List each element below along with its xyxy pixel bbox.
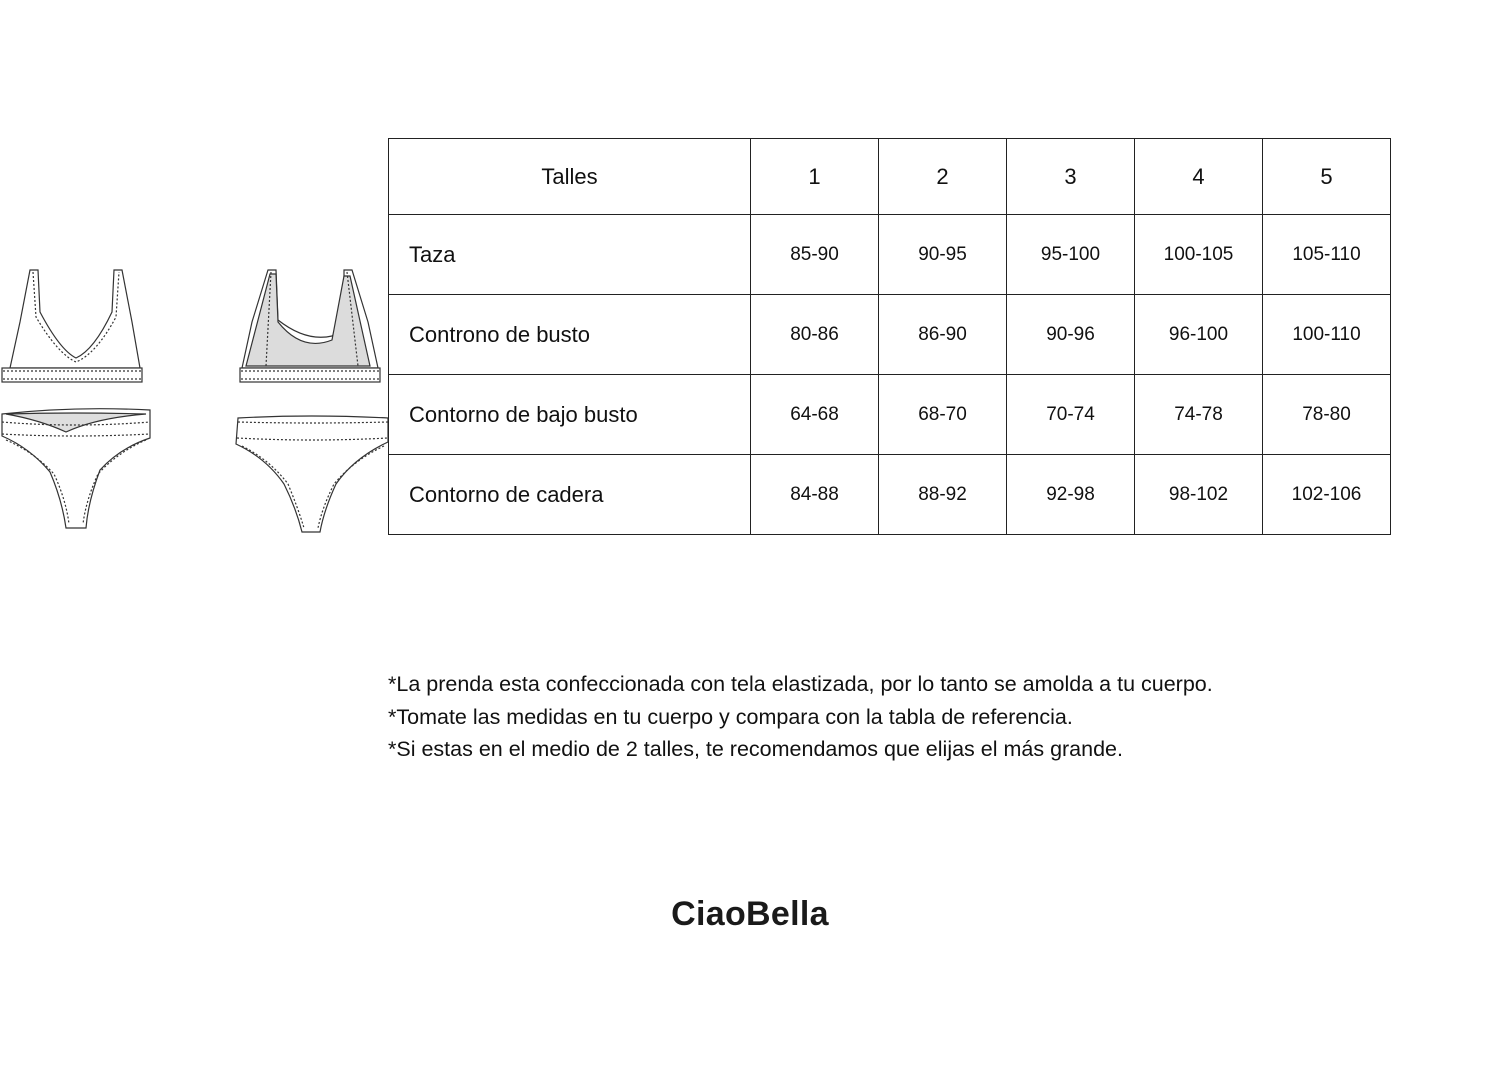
bikini-back-illustration [232, 262, 392, 537]
brand-logo: CiaoBella [671, 895, 829, 933]
size-header-5: 5 [1263, 139, 1391, 215]
size-notes [388, 668, 1213, 766]
table-cell: 86-90 [879, 295, 1007, 375]
table-cell: 98-102 [1135, 455, 1263, 535]
table-cell: 92-98 [1007, 455, 1135, 535]
bikini-front-illustration [0, 262, 160, 537]
table-cell: 84-88 [751, 455, 879, 535]
table-cell: 85-90 [751, 215, 879, 295]
table-cell: 88-92 [879, 455, 1007, 535]
table-row [389, 455, 1391, 535]
note-item: *La prenda esta confeccionada con tela elastizada, por lo tanto se amolda a tu cuerpo. [388, 672, 1213, 696]
size-chart-table [388, 138, 1391, 535]
table-row [389, 215, 1391, 295]
table-cell: 90-95 [879, 215, 1007, 295]
size-header-4: 4 [1135, 139, 1263, 215]
table-cell: 64-68 [751, 375, 879, 455]
table-cell: 90-96 [1007, 295, 1135, 375]
size-header-1: 1 [751, 139, 879, 215]
size-header-3: 3 [1007, 139, 1135, 215]
table-row [389, 375, 1391, 455]
size-header-2: 2 [879, 139, 1007, 215]
row-label: Contorno de bajo busto [389, 375, 751, 455]
table-cell: 100-110 [1263, 295, 1391, 375]
table-cell: 100-105 [1135, 215, 1263, 295]
table-row [389, 295, 1391, 375]
table-cell: 68-70 [879, 375, 1007, 455]
table-cell: 70-74 [1007, 375, 1135, 455]
table-cell: 78-80 [1263, 375, 1391, 455]
note-item: *Si estas en el medio de 2 talles, te recomendamos que elijas el más grande. [388, 737, 1123, 761]
row-label: Controno de busto [389, 295, 751, 375]
table-cell: 80-86 [751, 295, 879, 375]
table-cell: 96-100 [1135, 295, 1263, 375]
table-cell: 74-78 [1135, 375, 1263, 455]
table-cell: 105-110 [1263, 215, 1391, 295]
table-cell: 95-100 [1007, 215, 1135, 295]
note-item: *Tomate las medidas en tu cuerpo y compara con la tabla de referencia. [388, 704, 1073, 729]
row-label: Taza [389, 215, 751, 295]
row-label: Contorno de cadera [389, 455, 751, 535]
size-header-label: Talles [389, 139, 751, 215]
garment-illustrations [0, 262, 390, 542]
size-header-row [389, 139, 1391, 215]
table-cell: 102-106 [1263, 455, 1391, 535]
